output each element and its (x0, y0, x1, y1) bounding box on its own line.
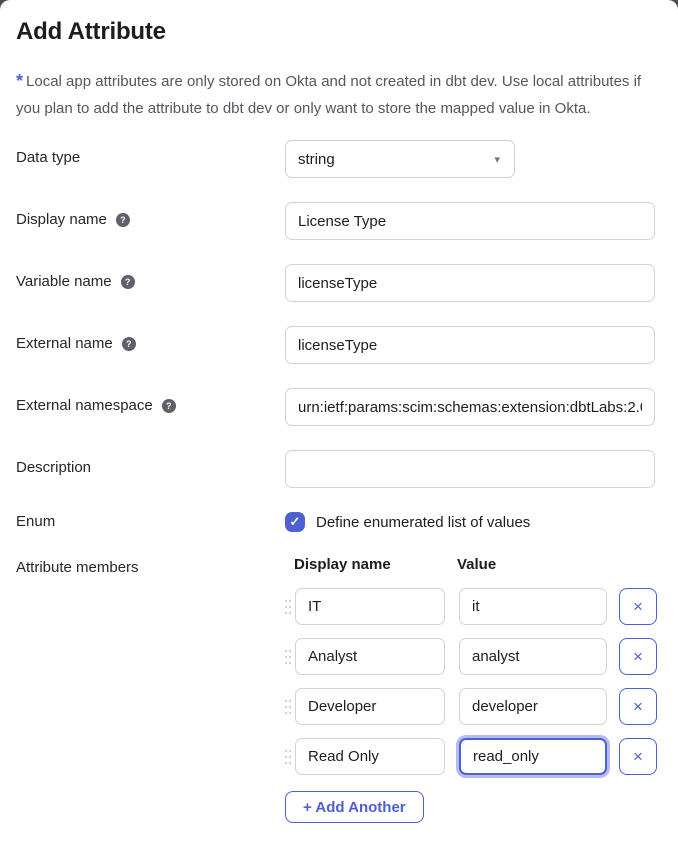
attribute-members-table (285, 556, 662, 823)
field-row-description (16, 450, 662, 488)
column-header-value: Value (457, 556, 497, 573)
drag-handle-icon[interactable] (285, 688, 294, 725)
display-name-label: Display name ? (16, 202, 285, 228)
member-row (285, 638, 662, 675)
attribute-members-label: Attribute members (16, 559, 139, 576)
remove-member-button[interactable] (619, 638, 657, 675)
enum-checkbox-label: Define enumerated list of values (316, 513, 531, 531)
local-attribute-note (16, 68, 666, 122)
close-icon: × (633, 697, 643, 716)
column-header-display-name: Display name (294, 556, 391, 573)
drag-handle-icon[interactable] (285, 738, 294, 775)
field-row-data-type (16, 140, 662, 178)
remove-member-button[interactable] (619, 588, 657, 625)
data-type-label: Data type (16, 149, 81, 166)
member-display-name-input[interactable] (295, 638, 445, 675)
help-icon[interactable]: ? (122, 337, 136, 351)
help-icon[interactable]: ? (162, 399, 176, 413)
data-type-selected-value: string (298, 150, 335, 168)
page-title: Add Attribute (16, 18, 166, 45)
enum-checkbox[interactable] (285, 512, 305, 532)
field-row-enum (16, 512, 662, 536)
external-namespace-label: External namespace ? (16, 388, 285, 414)
drag-handle-icon[interactable] (285, 638, 294, 675)
member-display-name-input[interactable] (295, 738, 445, 775)
member-display-name-input[interactable] (295, 588, 445, 625)
help-icon[interactable]: ? (121, 275, 135, 289)
note-text: Local app attributes are only stored on Okta and not created in dbt dev. Use local attributes if you plan to add the attribute to dbt dev or only want to store the mapped value in Okta. (16, 73, 642, 117)
close-icon: × (633, 647, 643, 666)
field-row-display-name (16, 202, 662, 240)
data-type-select[interactable] (285, 140, 515, 178)
add-another-button[interactable]: + Add Another (285, 791, 424, 823)
help-icon[interactable]: ? (116, 213, 130, 227)
external-name-label: External name ? (16, 326, 285, 352)
member-row (285, 588, 662, 625)
chevron-down-icon: ▾ (494, 153, 500, 166)
attribute-form (16, 140, 662, 823)
field-row-variable-name (16, 264, 662, 302)
member-value-input[interactable] (459, 588, 607, 625)
external-namespace-input[interactable] (285, 388, 655, 426)
enum-label: Enum (16, 513, 56, 530)
external-name-input[interactable] (285, 326, 655, 364)
description-label: Description (16, 459, 92, 476)
variable-name-label: Variable name ? (16, 264, 285, 290)
variable-name-input[interactable] (285, 264, 655, 302)
check-icon: ✓ (289, 514, 301, 529)
remove-member-button[interactable] (619, 688, 657, 725)
asterisk-icon: * (16, 71, 24, 91)
remove-member-button[interactable] (619, 738, 657, 775)
enum-checkbox-wrap (285, 512, 662, 532)
field-row-attribute-members (16, 556, 662, 823)
field-row-external-namespace (16, 388, 662, 426)
description-input[interactable] (285, 450, 655, 488)
field-row-external-name (16, 326, 662, 364)
member-display-name-input[interactable] (295, 688, 445, 725)
close-icon: × (633, 747, 643, 766)
member-row (285, 688, 662, 725)
close-icon: × (633, 597, 643, 616)
display-name-input[interactable] (285, 202, 655, 240)
drag-handle-icon[interactable] (285, 588, 294, 625)
member-row (285, 738, 662, 775)
members-header (285, 556, 662, 573)
member-value-input-focused[interactable] (459, 738, 607, 775)
member-value-input[interactable] (459, 638, 607, 675)
member-value-input[interactable] (459, 688, 607, 725)
